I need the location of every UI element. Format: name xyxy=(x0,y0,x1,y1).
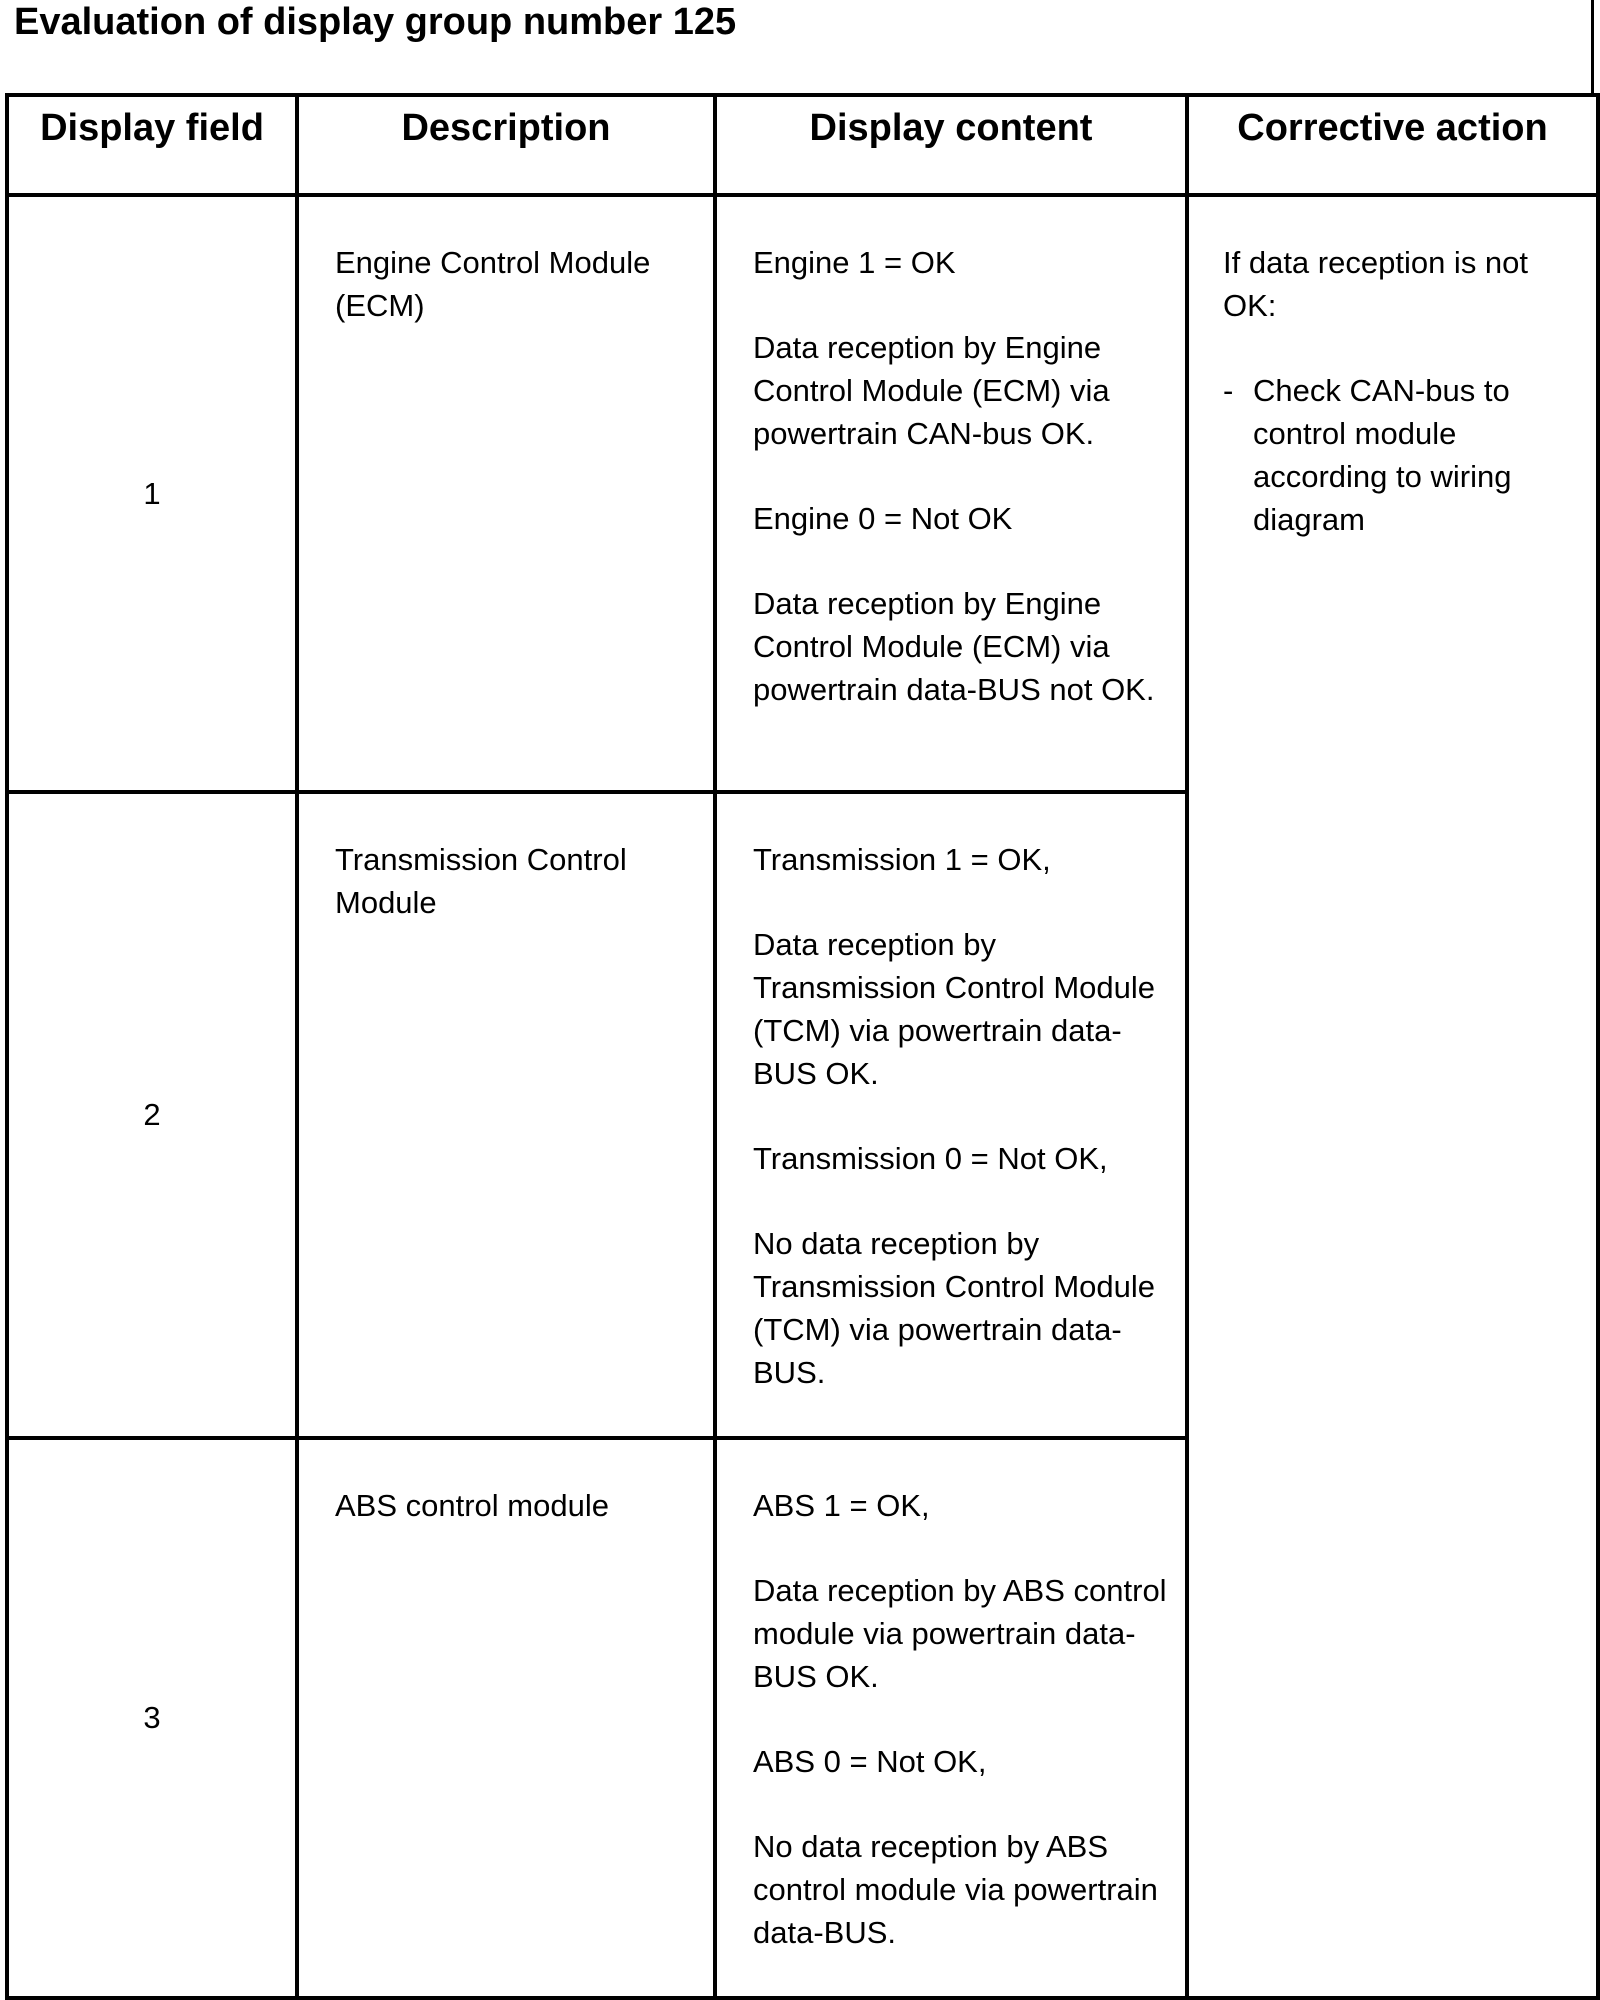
corrective-action-intro: If data reception is not OK: xyxy=(1223,245,1529,323)
display-content-cell xyxy=(715,195,1187,792)
corrective-action-bullet-text: Check CAN-bus to control module according to wiring diagram xyxy=(1253,373,1512,537)
content-line: Engine 1 = OK xyxy=(753,245,956,280)
content-line: ABS 1 = OK, xyxy=(753,1488,930,1523)
content-line: Data reception by ABS control module via powertrain data-BUS OK. xyxy=(753,1573,1167,1694)
content-line: No data reception by ABS control module via powertrain data-BUS. xyxy=(753,1829,1158,1950)
header-corrective-action: Corrective action xyxy=(1187,95,1598,195)
header-display-field: Display field xyxy=(7,95,297,195)
description-cell: ABS control module xyxy=(297,1438,715,1998)
content-line: Engine 0 = Not OK xyxy=(753,501,1013,536)
content-line: Data reception by Engine Control Module (ECM) via powertrain data-BUS not OK. xyxy=(753,586,1155,707)
table-row xyxy=(7,195,1598,792)
description-cell: Engine Control Module (ECM) xyxy=(297,195,715,792)
display-field-cell: 2 xyxy=(7,792,297,1438)
content-line: Transmission 0 = Not OK, xyxy=(753,1141,1108,1176)
display-content-cell xyxy=(715,1438,1187,1998)
content-line: Data reception by Transmission Control Module (TCM) via powertrain data-BUS OK. xyxy=(753,927,1156,1091)
page-title: Evaluation of display group number 125 xyxy=(14,1,737,43)
corrective-action-bullet xyxy=(1223,369,1582,541)
content-line: Data reception by Engine Control Module (ECM) via powertrain CAN-bus OK. xyxy=(753,330,1110,451)
table-header-row xyxy=(7,95,1598,195)
header-description: Description xyxy=(297,95,715,195)
display-content-cell xyxy=(715,792,1187,1438)
display-field-cell: 1 xyxy=(7,195,297,792)
content-line: No data reception by Transmission Control Module (TCM) via powertrain data-BUS. xyxy=(753,1226,1156,1390)
display-field-cell: 3 xyxy=(7,1438,297,1998)
content-line: Transmission 1 = OK, xyxy=(753,842,1051,877)
description-cell: Transmission Control Module xyxy=(297,792,715,1438)
evaluation-table xyxy=(5,93,1600,2000)
page-border-right xyxy=(1591,0,1594,94)
corrective-action-cell xyxy=(1187,195,1598,1998)
content-line: ABS 0 = Not OK, xyxy=(753,1744,987,1779)
header-display-content: Display content xyxy=(715,95,1187,195)
bullet-dash: - xyxy=(1223,373,1234,408)
